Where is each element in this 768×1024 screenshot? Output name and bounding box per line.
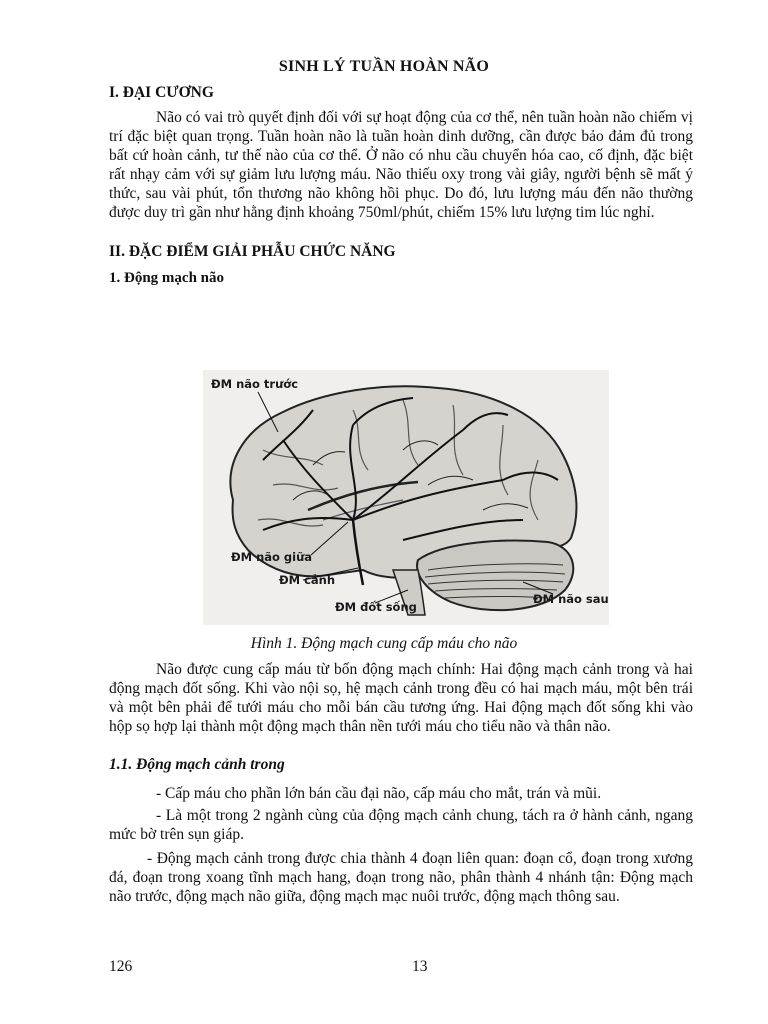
label-anterior-cerebral-artery: ĐM não trước	[211, 377, 299, 391]
list-item: - Là một trong 2 ngành cùng của động mạch cảnh chung, tách ra ở hành cảnh, ngang mức bờ trên sụn giáp.	[109, 807, 693, 843]
subsection-heading-internal-carotid: 1.1. Động mạch cảnh trong	[109, 756, 285, 773]
list-item: - Cấp máu cho phần lớn bán cầu đại não, cấp máu cho mắt, trán và mũi.	[156, 785, 602, 802]
label-carotid-artery: ĐM cảnh	[279, 573, 336, 587]
figure-caption: Hình 1. Động mạch cung cấp máu cho não	[250, 635, 518, 652]
brain-illustration	[203, 370, 609, 625]
list-item: - Động mạch cảnh trong được chia thành 4 đoạn liên quan: đoạn cổ, đoạn trong xương đá, đoạn trong xoang tĩnh mạch hang, đoạn trong não, phân thành 4 nhánh tận: Động mạch não trước, động mạch não giữa, động mạch mạc nuôi trước, động mạch thông sau.	[109, 850, 693, 905]
label-posterior-cerebral-artery: ĐM não sau	[533, 592, 609, 606]
label-middle-cerebral-artery: ĐM não giữa	[231, 550, 313, 564]
label-vertebral-artery: ĐM đốt sống	[335, 600, 417, 614]
overview-paragraph: Não có vai trò quyết định đối với sự hoạt động của cơ thể, nên tuần hoàn não chiếm vị trí đặc biệt quan trọng. Tuần hoàn não là tuần hoàn dinh dưỡng, cần được bảo đảm đủ trong bất cứ hoàn cảnh, tư thế nào của cơ thể. Ở não có nhu cầu chuyển hóa cao, cố định, đặc biệt rất nhạy cảm với sự giảm lưu lượng máu. Não thiếu oxy trong vài giây, người bệnh sẽ mất ý thức, sau vài phút, tổn thương não không hồi phục. Do đó, lưu lượng máu đến não thường được duy trì gần như hằng định khoảng 750ml/phút, chiếm 15% lưu lượng tim lúc nghỉ.	[109, 109, 693, 221]
blood-supply-paragraph: Não được cung cấp máu từ bốn động mạch chính: Hai động mạch cảnh trong và hai động mạch đốt sống. Khi vào nội sọ, hệ mạch cảnh trong đều có hai mạch máu, một bên trái và một bên phải để tưới máu cho mỗi bán cầu tương ứng. Hai động mạch đốt sống khi vào hộp sọ hợp lại thành một động mạch thân nền tưới máu cho tiểu não và thân não.	[109, 661, 693, 735]
footer-page-number-center: 13	[412, 958, 428, 975]
subsection-heading-cerebral-arteries: 1. Động mạch não	[109, 270, 225, 286]
section-heading-anatomy: II. ĐẶC ĐIỂM GIẢI PHẪU CHỨC NĂNG	[109, 243, 396, 260]
page-title: SINH LÝ TUẦN HOÀN NÃO	[278, 58, 490, 75]
brain-arteries-figure	[203, 370, 609, 625]
section-heading-overview: I. ĐẠI CƯƠNG	[109, 84, 214, 101]
footer-page-number-left: 126	[109, 958, 133, 975]
